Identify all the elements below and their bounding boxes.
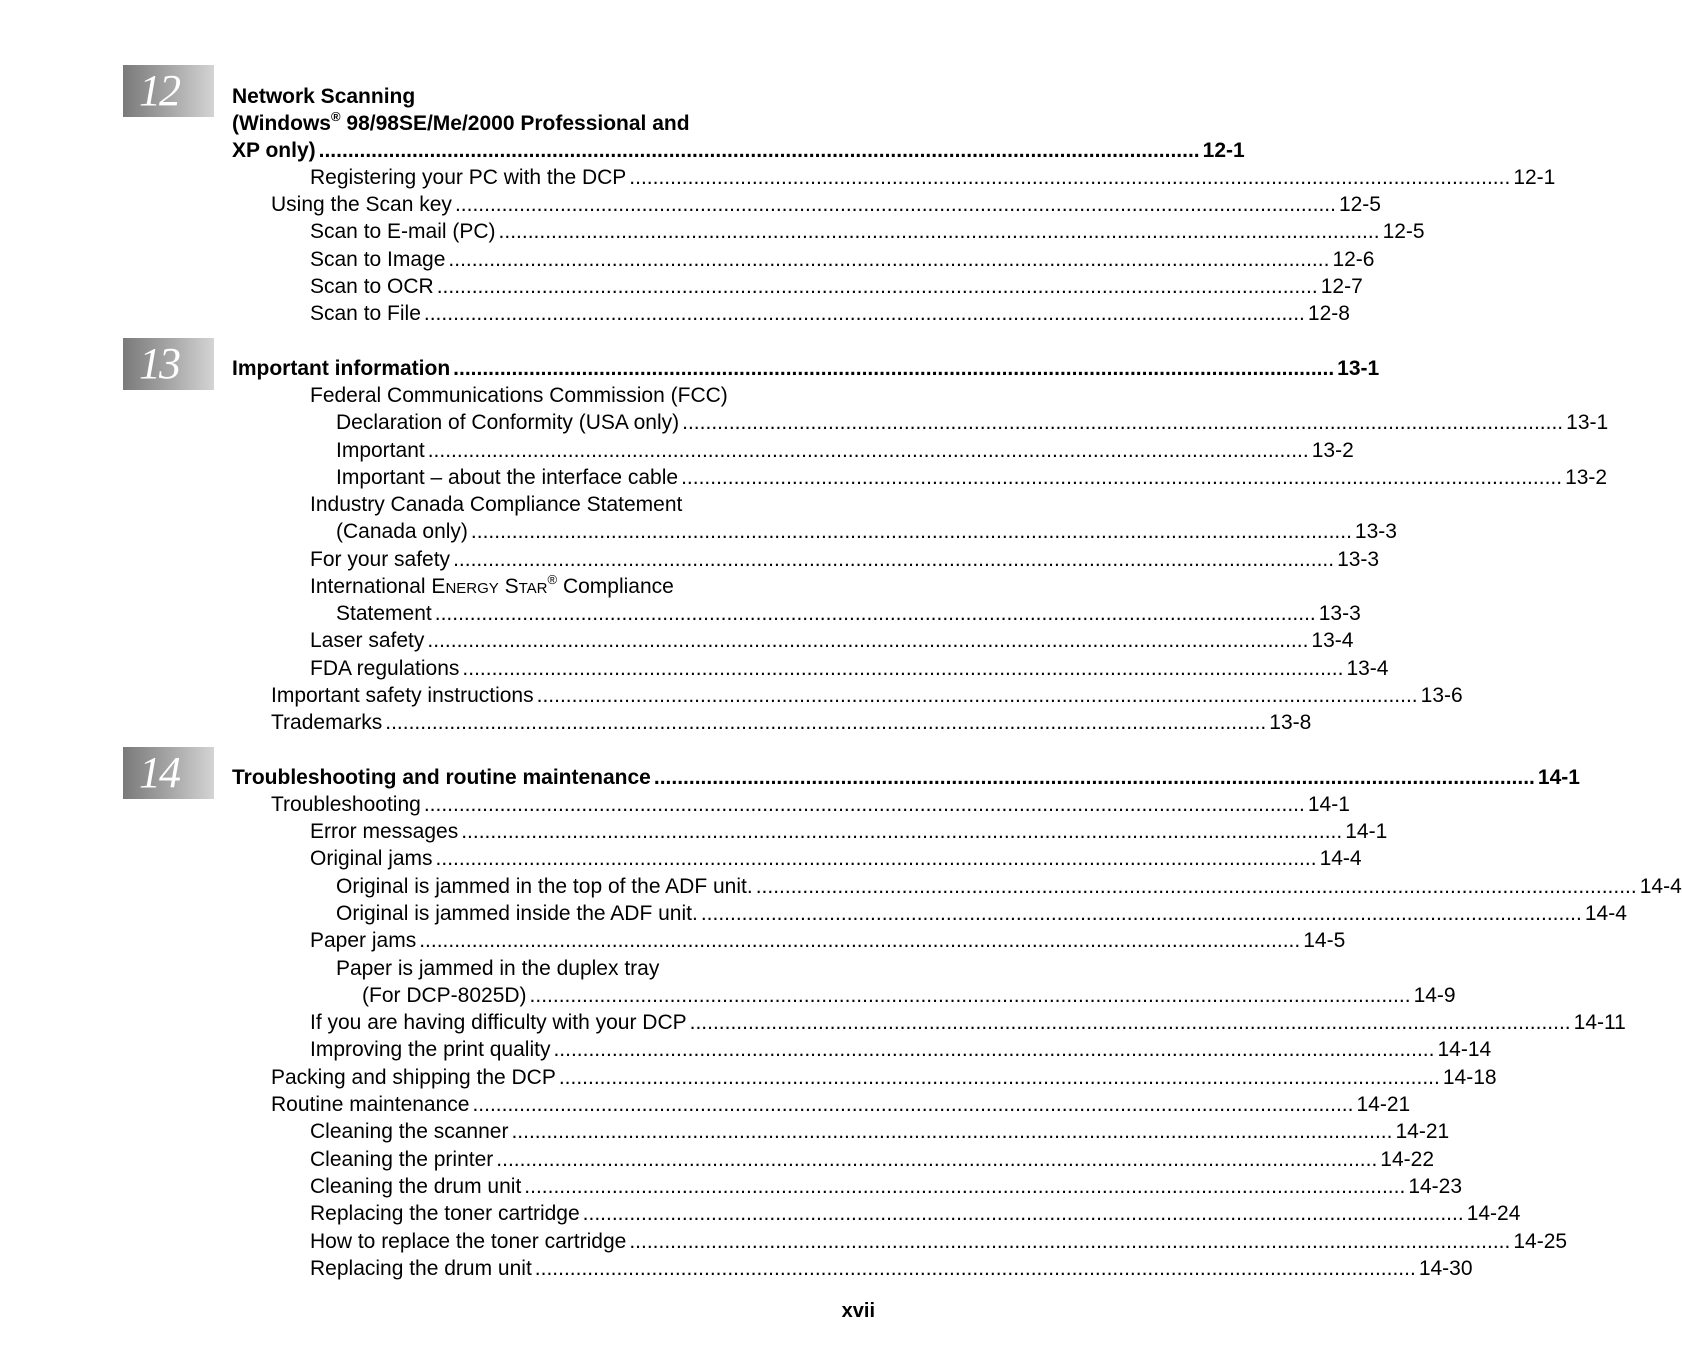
title-fragment: (Windows (232, 112, 331, 135)
entry-page: 13-3 (1318, 602, 1361, 625)
entry-page: 13-4 (1346, 657, 1389, 680)
toc-entry[interactable] (232, 137, 1245, 164)
entry-title: Original jams (310, 847, 433, 870)
toc-entry[interactable] (336, 464, 1608, 491)
entry-page: 13-8 (1269, 711, 1312, 734)
toc-entry[interactable] (310, 1118, 1450, 1145)
title-fragment: 98/98SE/Me/2000 Professional and (340, 112, 690, 135)
toc-entry[interactable] (310, 546, 1380, 573)
dot-leader: ....................................................................................................................................................... (454, 193, 1336, 216)
entry-title: Important – about the interface cable (336, 466, 679, 489)
toc-entry[interactable] (310, 655, 1389, 682)
chapter-tab-14 (123, 747, 214, 799)
entry-page: 14-23 (1408, 1175, 1463, 1198)
entry-page: 14-25 (1513, 1230, 1568, 1253)
entry-title: How to replace the toner cartridge (310, 1230, 627, 1253)
entry-page: 12-6 (1332, 248, 1375, 271)
dot-leader: ....................................................................................................................................................... (435, 847, 1317, 870)
entry-title: Scan to Image (310, 248, 446, 271)
entry-page: 12-1 (1513, 166, 1556, 189)
dot-leader: ....................................................................................................................................................... (700, 902, 1582, 925)
dot-leader: ....................................................................................................................................................... (498, 220, 1380, 243)
title-fragment: S (498, 575, 519, 598)
dot-leader: ....................................................................................................................................................... (318, 139, 1200, 162)
dot-leader: ....................................................................................................................................................... (496, 1148, 1378, 1171)
dot-leader: ....................................................................................................................................................... (553, 1038, 1435, 1061)
toc-entry[interactable] (336, 409, 1609, 436)
entry-page: 13-2 (1565, 466, 1608, 489)
entry-page: 14-30 (1418, 1257, 1473, 1280)
entry-page: 13-4 (1311, 629, 1354, 652)
entry-title: Original is jammed inside the ADF unit. (336, 902, 698, 925)
entry-title: Replacing the toner cartridge (310, 1202, 580, 1225)
entry-page: 12-1 (1202, 139, 1245, 162)
entry-page: 14-11 (1573, 1011, 1626, 1034)
entry-page: 14-21 (1395, 1120, 1450, 1143)
entry-page: 14-1 (1345, 820, 1388, 843)
dot-leader: ....................................................................................................................................................... (448, 248, 1330, 271)
toc-heading: Federal Communications Commission (FCC) (310, 384, 728, 407)
entry-page: 14-18 (1442, 1066, 1497, 1089)
toc-entry[interactable] (310, 927, 1346, 954)
dot-leader: ....................................................................................................................................................... (629, 166, 1511, 189)
toc-entry[interactable] (310, 218, 1425, 245)
entry-title: Cleaning the printer (310, 1148, 494, 1171)
entry-title: Trademarks (271, 711, 383, 734)
entry-title: FDA regulations (310, 657, 460, 680)
dot-leader: ....................................................................................................................................................... (453, 357, 1335, 380)
toc-entry[interactable] (271, 191, 1381, 218)
entry-title: Replacing the drum unit (310, 1257, 532, 1280)
dot-leader: ....................................................................................................................................................... (536, 684, 1418, 707)
toc-entry[interactable] (336, 600, 1361, 627)
entry-page: 13-3 (1337, 548, 1380, 571)
toc-heading: Industry Canada Compliance Statement (310, 493, 683, 516)
dot-leader: ....................................................................................................................................................... (682, 411, 1564, 434)
toc-heading (310, 573, 674, 600)
toc-entry[interactable] (362, 982, 1456, 1009)
entry-title: Routine maintenance (271, 1093, 470, 1116)
entry-title: Troubleshooting (271, 793, 421, 816)
toc-entry[interactable] (310, 818, 1388, 845)
chapter-number: 13 (139, 339, 179, 388)
dot-leader: ....................................................................................................................................................... (653, 766, 1535, 789)
dot-leader: ....................................................................................................................................................... (462, 657, 1344, 680)
entry-page: 14-9 (1413, 984, 1456, 1007)
dot-leader: ....................................................................................................................................................... (689, 1011, 1571, 1034)
entry-page: 14-14 (1437, 1038, 1492, 1061)
entry-page: 12-8 (1307, 302, 1350, 325)
dot-leader: ....................................................................................................................................................... (427, 629, 1309, 652)
toc-entry[interactable] (336, 518, 1397, 545)
toc-entry[interactable] (310, 246, 1375, 273)
entry-page: 13-6 (1420, 684, 1463, 707)
entry-page: 13-3 (1354, 520, 1397, 543)
dot-leader: ....................................................................................................................................................... (436, 275, 1318, 298)
toc-entry[interactable] (310, 627, 1354, 654)
entry-page: 12-5 (1382, 220, 1425, 243)
title-fragment: ® (330, 109, 341, 124)
dot-leader: ....................................................................................................................................................... (461, 820, 1343, 843)
entry-page: 14-22 (1380, 1148, 1435, 1171)
dot-leader: ....................................................................................................................................................... (470, 520, 1352, 543)
chapter-title (232, 110, 690, 137)
entry-page: 14-21 (1356, 1093, 1411, 1116)
toc-entry[interactable] (271, 709, 1312, 736)
entry-title: Scan to E-mail (PC) (310, 220, 496, 243)
entry-page: 13-1 (1337, 357, 1380, 380)
page-number: xvii (841, 1300, 875, 1322)
entry-title: XP only) (232, 139, 316, 162)
dot-leader: ....................................................................................................................................................... (629, 1230, 1511, 1253)
toc-entry[interactable] (310, 300, 1350, 327)
entry-page: 14-1 (1537, 766, 1580, 789)
toc-entry[interactable] (310, 1200, 1521, 1227)
dot-leader: ....................................................................................................................................................... (558, 1066, 1440, 1089)
entry-title: (Canada only) (336, 520, 468, 543)
entry-title: Packing and shipping the DCP (271, 1066, 556, 1089)
title-fragment: ® (547, 572, 558, 587)
entry-page: 13-2 (1311, 439, 1354, 462)
entry-title: Original is jammed in the top of the ADF unit. (336, 875, 753, 898)
toc-entry[interactable] (310, 1036, 1492, 1063)
dot-leader: ....................................................................................................................................................... (453, 548, 1335, 571)
entry-page: 14-1 (1307, 793, 1350, 816)
entry-title: Declaration of Conformity (USA only) (336, 411, 680, 434)
entry-title: Important (336, 439, 425, 462)
entry-title: Important information (232, 357, 451, 380)
entry-page: 13-1 (1566, 411, 1609, 434)
entry-title: Error messages (310, 820, 459, 843)
toc-entry[interactable] (271, 1064, 1497, 1091)
dot-leader: ....................................................................................................................................................... (529, 984, 1411, 1007)
entry-title: For your safety (310, 548, 451, 571)
title-fragment: NERGY (445, 580, 499, 597)
entry-page: 14-4 (1319, 847, 1362, 870)
dot-leader: ....................................................................................................................................................... (423, 302, 1305, 325)
chapter-number: 12 (139, 66, 179, 115)
dot-leader: ....................................................................................................................................................... (511, 1120, 1393, 1143)
dot-leader: ....................................................................................................................................................... (419, 929, 1301, 952)
entry-page: 14-24 (1466, 1202, 1521, 1225)
toc-entry[interactable] (232, 355, 1380, 382)
toc-entry[interactable] (310, 164, 1556, 191)
entry-title: Paper jams (310, 929, 417, 952)
entry-title: Important safety instructions (271, 684, 534, 707)
entry-page: 12-5 (1338, 193, 1381, 216)
dot-leader: ....................................................................................................................................................... (755, 875, 1637, 898)
entry-title: Statement (336, 602, 432, 625)
title-fragment: Compliance (557, 575, 674, 598)
title-fragment: TAR (518, 580, 548, 597)
entry-title: (For DCP-8025D) (362, 984, 527, 1007)
toc-entry[interactable] (310, 1009, 1626, 1036)
toc-entry[interactable] (336, 437, 1354, 464)
entry-title: Laser safety (310, 629, 425, 652)
toc-entry[interactable] (310, 1228, 1568, 1255)
toc-entry[interactable] (336, 873, 1682, 900)
dot-leader: ....................................................................................................................................................... (681, 466, 1563, 489)
toc-entry[interactable] (336, 900, 1627, 927)
chapter-tab-12 (123, 65, 214, 117)
dot-leader: ....................................................................................................................................................... (434, 602, 1316, 625)
entry-page: 14-4 (1639, 875, 1682, 898)
toc-entry[interactable] (310, 1255, 1473, 1282)
entry-title: Using the Scan key (271, 193, 452, 216)
entry-title: Scan to File (310, 302, 421, 325)
entry-title: Cleaning the drum unit (310, 1175, 522, 1198)
title-fragment: International E (310, 575, 446, 598)
toc-entry[interactable] (310, 1146, 1435, 1173)
entry-title: Scan to OCR (310, 275, 434, 298)
dot-leader: ....................................................................................................................................................... (423, 793, 1305, 816)
dot-leader: ....................................................................................................................................................... (472, 1093, 1354, 1116)
dot-leader: ....................................................................................................................................................... (524, 1175, 1406, 1198)
toc-entry[interactable] (310, 273, 1363, 300)
entry-title: Troubleshooting and routine maintenance (232, 766, 651, 789)
dot-leader: ....................................................................................................................................................... (427, 439, 1309, 462)
chapter-title: Network Scanning (232, 85, 416, 108)
entry-title: Cleaning the scanner (310, 1120, 509, 1143)
dot-leader: ....................................................................................................................................................... (385, 711, 1267, 734)
dot-leader: ....................................................................................................................................................... (582, 1202, 1464, 1225)
toc-entry[interactable] (232, 764, 1580, 791)
entry-title: Registering your PC with the DCP (310, 166, 627, 189)
entry-title: If you are having difficulty with your DCP (310, 1011, 687, 1034)
toc-entry[interactable] (271, 1091, 1411, 1118)
toc-heading: Paper is jammed in the duplex tray (336, 957, 660, 980)
toc-entry[interactable] (271, 791, 1350, 818)
entry-page: 14-4 (1584, 902, 1627, 925)
toc-entry[interactable] (310, 845, 1362, 872)
chapter-number: 14 (139, 748, 179, 797)
entry-page: 12-7 (1320, 275, 1363, 298)
dot-leader: ....................................................................................................................................................... (534, 1257, 1416, 1280)
toc-entry[interactable] (271, 682, 1463, 709)
chapter-tab-13 (123, 338, 214, 390)
entry-title: Improving the print quality (310, 1038, 551, 1061)
entry-page: 14-5 (1303, 929, 1346, 952)
toc-entry[interactable] (310, 1173, 1463, 1200)
